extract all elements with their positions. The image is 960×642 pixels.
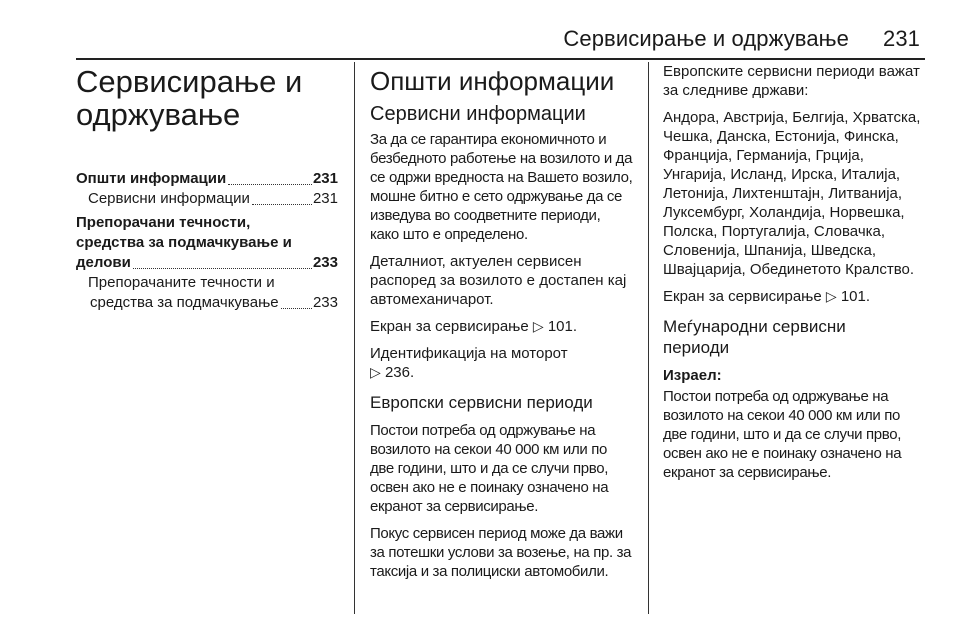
paragraph-short-interval: Покус сервисен период може да важи за потешки услови за возење, на пр. за таксија и за полициски автомобили. [370,525,632,580]
content-column-3 [663,62,926,490]
toc-entry-recommended-fluids[interactable]: Препорачани течности, средства за подмачкување и делови 233 [76,214,338,271]
toc-entry-general-info[interactable]: Општи информации 231 [76,170,338,187]
reference-service-display-2[interactable]: Екран за сервисирање ▷ 101. [663,288,871,305]
international-periods-title: Меѓународни сервисни периоди [663,317,846,357]
toc-leader-dots [133,267,312,269]
paragraph-european-interval: Постои потреба од одржување на возилото на секои 40 000 км или по две години, што и да се случи прво, освен ако не е поинаку означено на екранот за сервисирање. [370,422,609,515]
page-number: 231 [882,26,920,51]
chapter-title: Сервисирање и одржување [76,64,303,132]
israel-label: Израел: [663,367,722,384]
subsection-title: Сервисни информации [370,103,586,125]
toc-column [76,62,338,313]
reference-engine-id[interactable]: Идентификација на моторот ▷ 236. [370,345,568,381]
toc-entry-recommended-fluids-sub[interactable]: Препорачаните течности и средства за подмачкување 233 [88,274,338,311]
content-column-2 [370,62,633,589]
column-divider-1 [354,62,355,614]
arrow-reference-icon: ▷ [532,318,544,334]
header-rule [76,58,925,60]
european-periods-title: Европски сервисни периоди [370,393,593,412]
paragraph-intro: За да се гарантира економичното и безбедното работење на возилото и да се одржи вредноста на Вашето возило, мошне битно е сето одржување да се изведува во соодветните периоди, како што е определено. [370,131,633,243]
table-of-contents [76,169,338,313]
paragraph-israel: Постои потреба од одржување на возилото на секои 40 000 км или по две години, што и да се случи прво, освен ако не е поинаку означено на екранот за сервисирање. [663,388,902,481]
paragraph-countries-intro: Европските сервисни периоди важат за следниве држави: [663,63,920,99]
paragraph-schedule: Деталниот, актуелен сервисен распоред за возилото е достапен кај автомеханичарот. [370,253,627,308]
column-divider-2 [648,62,649,614]
toc-leader-dots [281,307,312,309]
header-title: Сервисирање и одржување [563,26,849,51]
toc-leader-dots [252,203,312,205]
reference-service-display[interactable]: Екран за сервисирање ▷ 101. [370,318,578,335]
toc-leader-dots [228,183,312,185]
arrow-reference-icon: ▷ [370,364,381,380]
section-title: Општи информации [370,66,615,96]
toc-entry-service-info[interactable]: Сервисни информации 231 [88,190,338,207]
arrow-reference-icon: ▷ [825,288,837,304]
page-header [0,26,920,52]
paragraph-countries-list: Андора, Австрија, Белгија, Хрватска, Чешка, Данска, Естонија, Финска, Франција, Германија, Грција, Унгарија, Исланд, Ирска, Италија, Летонија, Лихтенштајн, Литванија, Луксембург, Холандија, Норвешка, Полска, Португалија, Словачка, Словенија, Шпанија, Шведска, Швајцарија, Обединетото Кралство. [663,109,921,278]
